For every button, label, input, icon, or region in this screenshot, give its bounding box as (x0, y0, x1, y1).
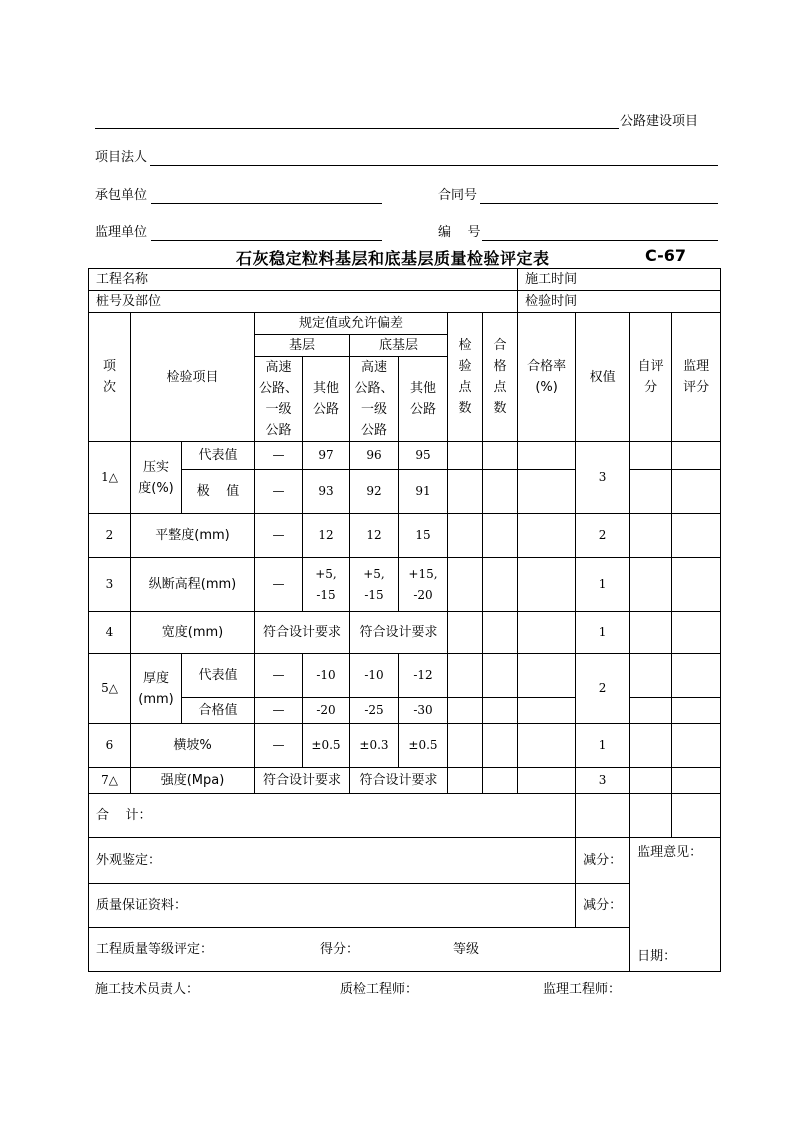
row5-v2-0: — (255, 698, 303, 724)
cell[interactable] (518, 442, 576, 470)
supervision-engineer-label: 监理工程师： (543, 982, 622, 997)
row1-v1-0: — (255, 442, 303, 470)
row5-v1-2: -10 (350, 654, 399, 698)
inspection-table (88, 268, 721, 972)
qc-engineer-label: 质检工程师： (340, 982, 419, 997)
row3-v3: +15, -20 (399, 558, 448, 612)
row7-no: 7△ (89, 768, 131, 794)
cell[interactable] (518, 558, 576, 612)
row1-v1-1: 97 (303, 442, 350, 470)
appearance-label: 外观鉴定： (89, 838, 576, 884)
cell[interactable] (483, 698, 518, 724)
contractor-line[interactable] (151, 203, 382, 204)
row5-weight: 2 (576, 654, 630, 724)
row5-sub1: 代表值 (182, 654, 255, 698)
row3-no: 3 (89, 558, 131, 612)
project-type-label: 公路建设项目 (620, 114, 699, 129)
row5-v2-2: -25 (350, 698, 399, 724)
row6-v2: ±0.3 (350, 724, 399, 768)
cell[interactable] (518, 654, 576, 698)
total-super-cell[interactable] (672, 794, 721, 838)
total-weight-cell[interactable] (576, 794, 630, 838)
header-base-other: 其他 公路 (303, 357, 350, 442)
station-cell: 桩号及部位 (89, 291, 518, 313)
number-label: 编 号 (438, 225, 481, 240)
row2-v3: 15 (399, 514, 448, 558)
construction-time-cell: 施工时间 (518, 269, 721, 291)
owner-label: 项目法人 (95, 150, 148, 165)
row5-v2-1: -20 (303, 698, 350, 724)
cell[interactable] (630, 768, 672, 794)
row2-item: 平整度(mm) (131, 514, 255, 558)
cell[interactable] (630, 724, 672, 768)
header-item-no: 项 次 (89, 313, 131, 442)
row4-subbase: 符合设计要求 (350, 612, 448, 654)
header-points: 检 验 点 数 (448, 313, 483, 442)
total-self-cell[interactable] (630, 794, 672, 838)
number-line[interactable] (482, 240, 718, 241)
row3-v2: +5, -15 (350, 558, 399, 612)
appearance-deduct-label: 减分： (576, 838, 630, 884)
project-name-line[interactable] (95, 128, 619, 129)
cell[interactable] (448, 514, 483, 558)
owner-line[interactable] (150, 165, 718, 166)
cell[interactable] (630, 470, 672, 514)
cell[interactable] (630, 654, 672, 698)
grade-row (89, 928, 630, 972)
header-self-score: 自评 分 (630, 313, 672, 442)
cell[interactable] (518, 724, 576, 768)
row4-item: 宽度(mm) (131, 612, 255, 654)
header-weight: 权值 (576, 313, 630, 442)
header-subbase: 底基层 (350, 335, 448, 357)
cell[interactable] (483, 724, 518, 768)
cell[interactable] (448, 612, 483, 654)
cell[interactable] (518, 470, 576, 514)
total-label: 合 计： (89, 794, 576, 838)
row2-v1: 12 (303, 514, 350, 558)
cell[interactable] (483, 470, 518, 514)
date-label: 日期： (637, 949, 677, 964)
row3-weight: 1 (576, 558, 630, 612)
row6-v1: ±0.5 (303, 724, 350, 768)
cell[interactable] (672, 724, 721, 768)
cell[interactable] (672, 612, 721, 654)
row7-item: 强度(Mpa) (131, 768, 255, 794)
row2-weight: 2 (576, 514, 630, 558)
row4-weight: 1 (576, 612, 630, 654)
row1-item: 压实 度(%) (131, 442, 182, 514)
cell[interactable] (672, 698, 721, 724)
cell[interactable] (518, 768, 576, 794)
row1-sub1: 代表值 (182, 442, 255, 470)
row2-v0: — (255, 514, 303, 558)
form-code: C-67 (645, 246, 687, 265)
contract-no-label: 合同号 (438, 188, 478, 203)
row7-base: 符合设计要求 (255, 768, 350, 794)
row1-weight: 3 (576, 442, 630, 514)
cell[interactable] (630, 612, 672, 654)
cell[interactable] (483, 442, 518, 470)
header-check-item: 检验项目 (131, 313, 255, 442)
row1-v1-2: 96 (350, 442, 399, 470)
supervision-opinion-label: 监理意见： (637, 845, 703, 860)
cell[interactable] (483, 514, 518, 558)
header-subbase-other: 其他 公路 (399, 357, 448, 442)
cell[interactable] (448, 768, 483, 794)
supervision-opinion-cell[interactable] (630, 838, 721, 972)
cell[interactable] (448, 470, 483, 514)
row5-v1-0: — (255, 654, 303, 698)
header-subbase-highway: 高速 公路、 一级 公路 (350, 357, 399, 442)
cell[interactable] (672, 654, 721, 698)
cell[interactable] (448, 442, 483, 470)
contract-no-line[interactable] (480, 203, 718, 204)
row5-sub2: 合格值 (182, 698, 255, 724)
row7-subbase: 符合设计要求 (350, 768, 448, 794)
supervisor-label: 监理单位 (95, 225, 148, 240)
row6-no: 6 (89, 724, 131, 768)
inspection-time-cell: 检验时间 (518, 291, 721, 313)
cell[interactable] (672, 768, 721, 794)
cell[interactable] (483, 768, 518, 794)
cell[interactable] (672, 470, 721, 514)
row1-v2-2: 92 (350, 470, 399, 514)
row2-v2: 12 (350, 514, 399, 558)
header-passed: 合 格 点 数 (483, 313, 518, 442)
row4-no: 4 (89, 612, 131, 654)
cell[interactable] (672, 442, 721, 470)
cell[interactable] (483, 558, 518, 612)
supervisor-line[interactable] (151, 240, 382, 241)
header-spec: 规定值或允许偏差 (255, 313, 448, 335)
row1-v2-3: 91 (399, 470, 448, 514)
row4-base: 符合设计要求 (255, 612, 350, 654)
cell[interactable] (448, 654, 483, 698)
row5-v1-3: -12 (399, 654, 448, 698)
row1-sub2: 极 值 (182, 470, 255, 514)
header-base: 基层 (255, 335, 350, 357)
contractor-label: 承包单位 (95, 188, 148, 203)
cell[interactable] (483, 612, 518, 654)
row1-no: 1△ (89, 442, 131, 514)
row3-item: 纵断高程(mm) (131, 558, 255, 612)
row6-v3: ±0.5 (399, 724, 448, 768)
tech-lead-label: 施工技术员责人： (95, 982, 200, 997)
cell[interactable] (630, 514, 672, 558)
header-supervision-score: 监理 评分 (672, 313, 721, 442)
cell[interactable] (518, 514, 576, 558)
cell[interactable] (448, 558, 483, 612)
cell[interactable] (630, 442, 672, 470)
row1-v2-0: — (255, 470, 303, 514)
form-title: 石灰稳定粒料基层和底基层质量检验评定表 (236, 249, 550, 268)
cell[interactable] (630, 698, 672, 724)
cell[interactable] (672, 514, 721, 558)
row5-item: 厚度 (mm) (131, 654, 182, 724)
row5-v2-3: -30 (399, 698, 448, 724)
project-name-cell: 工程名称 (89, 269, 518, 291)
level-label: 等级 (453, 942, 480, 957)
quality-docs-label: 质量保证资料： (89, 884, 576, 928)
row6-item: 横坡% (131, 724, 255, 768)
grade-label: 工程质量等级评定： (96, 942, 214, 957)
cell[interactable] (483, 654, 518, 698)
cell[interactable] (518, 698, 576, 724)
header-rate: 合格率 (%) (518, 313, 576, 442)
cell[interactable] (672, 558, 721, 612)
cell[interactable] (518, 612, 576, 654)
row1-v2-1: 93 (303, 470, 350, 514)
row7-weight: 3 (576, 768, 630, 794)
cell[interactable] (630, 558, 672, 612)
cell[interactable] (448, 724, 483, 768)
row1-v1-3: 95 (399, 442, 448, 470)
row2-no: 2 (89, 514, 131, 558)
row6-weight: 1 (576, 724, 630, 768)
row3-v0: — (255, 558, 303, 612)
row6-v0: — (255, 724, 303, 768)
row3-v1: +5, -15 (303, 558, 350, 612)
score-label: 得分： (320, 942, 360, 957)
header-base-highway: 高速 公路、 一级 公路 (255, 357, 303, 442)
quality-deduct-label: 减分： (576, 884, 630, 928)
cell[interactable] (448, 698, 483, 724)
row5-no: 5△ (89, 654, 131, 724)
row5-v1-1: -10 (303, 654, 350, 698)
